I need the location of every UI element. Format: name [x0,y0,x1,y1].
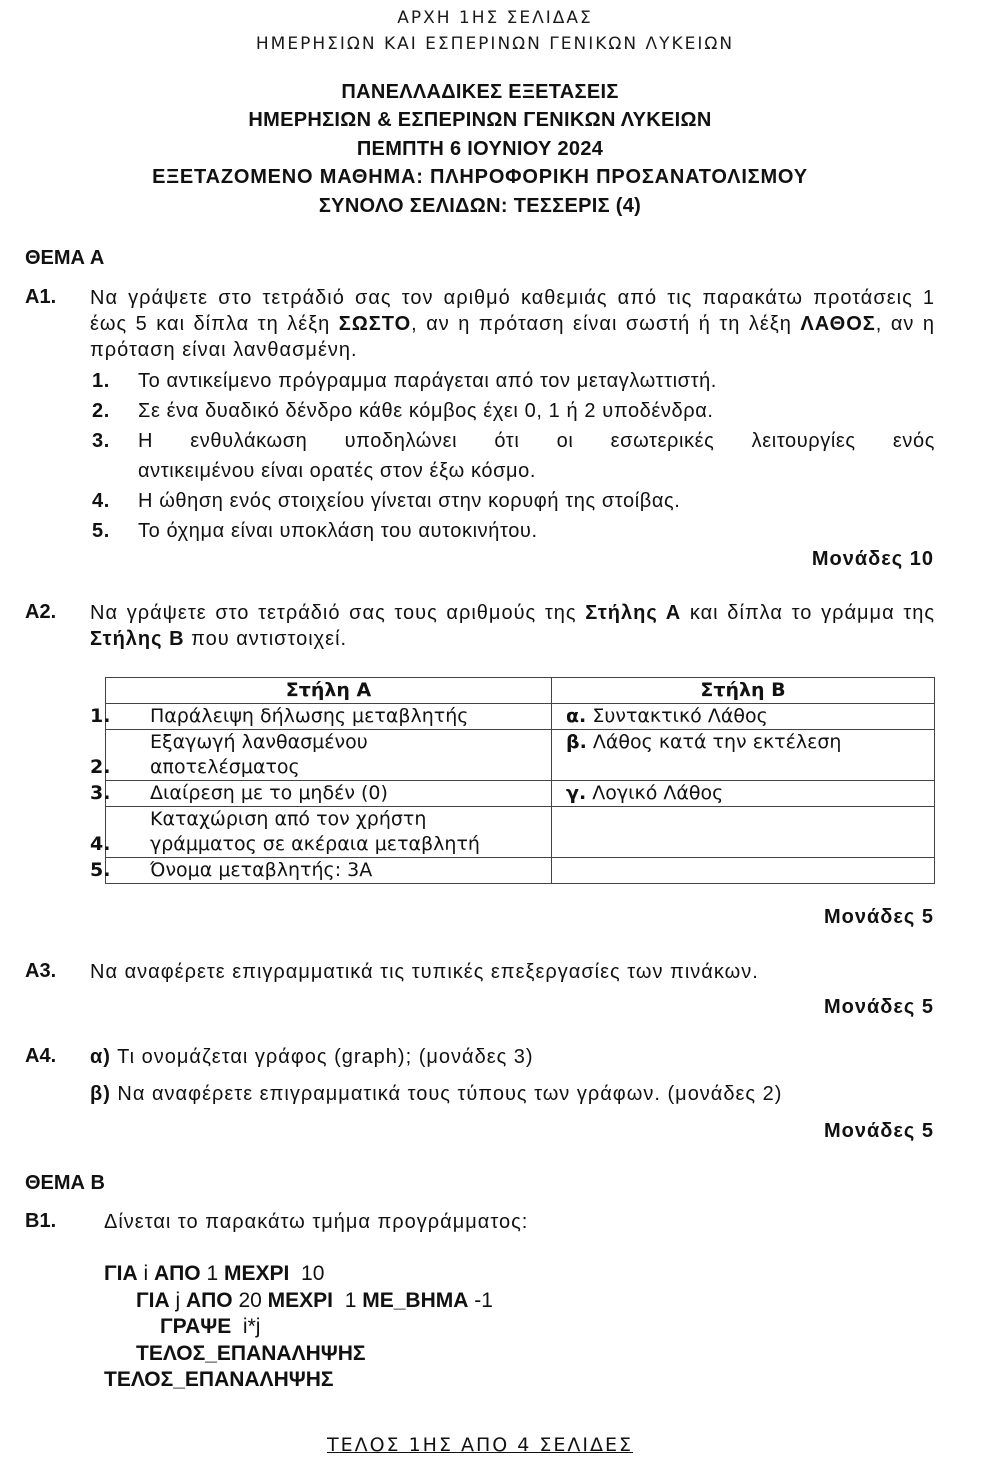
cell-text: Λάθος κατά την εκτέλεση [592,731,842,753]
page-start-label: ΑΡΧΗ 1ΗΣ ΣΕΛΙΔΑΣ [397,8,593,28]
exam-subject: ΕΞΕΤΑΖΟΜΕΝΟ ΜΑΘΗΜΑ: ΠΛΗΡΟΦΟΡΙΚΗ ΠΡΟΣΑΝΑΤΟΛΙΣΜΟΥ [152,166,808,188]
code-value: 1 [333,1289,363,1312]
page-footer: ΤΕΛΟΣ 1ΗΣ ΑΠΟ 4 ΣΕΛΙΔΕΣ [326,1434,634,1456]
column-b-cell [552,704,935,730]
code-keyword: ΜΕΧΡΙ [267,1289,334,1312]
prompt-text: που αντιστοιχεί. [184,628,348,650]
item-text: Η ώθηση ενός στοιχείου γίνεται στην κορυφή της στοίβας. [138,490,681,512]
table-row [106,807,935,858]
column-a-cell [90,730,552,781]
cell-text: Εξαγωγή λανθασμένου αποτελέσματος [150,731,368,778]
table-row [106,704,935,730]
list-item [92,486,935,516]
marks-a2: Μονάδες 5 [824,906,934,928]
column-a-cell [90,704,552,730]
table-header-row [106,678,935,704]
code-line [160,1313,260,1340]
question-a2-prompt [90,600,935,652]
theme-b-heading: ΘΕΜΑ Β [25,1172,105,1194]
column-b-cell [552,807,935,858]
list-item-continuation: αντικειμένου είναι ορατές στον έξω κόσμο. [138,460,537,482]
column-b-cell [552,781,935,807]
code-line [104,1260,324,1287]
keyword-true: ΣΩΣΤΟ [338,313,412,335]
list-item [92,426,935,456]
cell-text: Διαίρεση με το μηδέν (0) [150,782,388,804]
marks-a4: Μονάδες 5 [824,1120,934,1142]
row-number: 4. [90,833,111,855]
prompt-text: Να γράψετε στο τετράδιό σας τους αριθμούς της [90,602,586,624]
question-a2-label: Α2. [25,601,57,623]
code-value: -1 [468,1289,493,1312]
row-number: 2. [90,756,111,778]
code-keyword: ΑΠΟ [185,1289,233,1312]
code-keyword: ΓΡΑΨΕ [160,1315,232,1338]
question-b1-label: Β1. [25,1210,57,1232]
code-value: 20 [232,1289,268,1312]
code-value: j [169,1289,186,1312]
keyword-false: ΛΑΘΟΣ [800,313,876,335]
cell-text: Λογικό Λάθος [592,782,724,804]
column-a-cell [90,858,552,884]
item-number: 4. [92,490,110,512]
question-a1-prompt [90,285,935,363]
item-text: Σε ένα δυαδικό δένδρο κάθε κόμβος έχει 0, 1 ή 2 υποδένδρα. [138,400,714,422]
code-value: 10 [289,1262,325,1285]
code-line: ΤΕΛΟΣ_ΕΠΑΝΑΛΗΨΗΣ [136,1342,366,1365]
cell-text: Καταχώριση από τον χρήστη γράμματος σε ακέραια μεταβλητή [150,808,480,855]
cell-text: Όνομα μεταβλητής: 3Α [150,859,373,881]
item-number: 1. [92,370,110,392]
exam-title: ΠΑΝΕΛΛΑΔΙΚΕΣ ΕΞΕΤΑΣΕΙΣ [341,81,619,103]
table-row [106,730,935,781]
column-b-header: Στήλη Β [552,678,935,704]
list-item [92,396,935,426]
row-letter: β. [566,731,587,753]
item-number: 2. [92,400,110,422]
schools-label: ΗΜΕΡΗΣΙΩΝ ΚΑΙ ΕΣΠΕΡΙΝΩΝ ΓΕΝΙΚΩΝ ΛΥΚΕΙΩΝ [255,34,735,54]
column-a-ref: Στήλης Α [585,602,682,624]
table-row [106,858,935,884]
cell-text: Συντακτικό Λάθος [592,705,768,727]
row-number: 5. [90,859,111,881]
cell-text: Παράλειψη δήλωσης μεταβλητής [150,705,469,727]
row-number: 3. [90,782,111,804]
column-b-ref: Στήλης Β [90,628,185,650]
code-line [136,1287,493,1314]
item-text: Η ενθυλάκωση υποδηλώνει ότι οι εσωτερικές λειτουργίες ενός [138,430,935,452]
column-a-cell [90,781,552,807]
prompt-text: και δίπλα το γράμμα της [681,602,935,624]
column-b-cell [552,730,935,781]
part-b-label: β) [90,1083,111,1105]
question-a1-label: Α1. [25,286,57,308]
exam-schools: ΗΜΕΡΗΣΙΩΝ & ΕΣΠΕΡΙΝΩΝ ΓΕΝΙΚΩΝ ΛΥΚΕΙΩΝ [248,109,712,131]
marks-a1: Μονάδες 10 [811,548,934,570]
question-b1-prompt: Δίνεται το παρακάτω τμήμα προγράμματος: [104,1211,529,1233]
marks-a3: Μονάδες 5 [824,996,934,1018]
matching-table [90,677,935,884]
question-a4-part-b [90,1081,935,1107]
row-letter: γ. [566,782,587,804]
question-a3-label: Α3. [25,960,57,982]
row-number: 1. [90,705,111,727]
code-keyword: ΓΙΑ [136,1289,170,1312]
part-a-text: Τι ονομάζεται γράφος (graph); (μονάδες 3) [110,1046,534,1068]
prompt-text: , αν η πρόταση είναι σωστή ή τη λέξη [411,313,801,335]
question-a4-label: Α4. [25,1045,57,1067]
table-row [106,781,935,807]
item-text: Το αντικείμενο πρόγραμμα παράγεται από τον μεταγλωττιστή. [138,370,717,392]
item-text: Το όχημα είναι υποκλάση του αυτοκινήτου. [138,520,538,542]
code-keyword: ΑΠΟ [153,1262,201,1285]
theme-a-heading: ΘΕΜΑ Α [25,247,105,269]
column-a-header: Στήλη Α [106,678,552,704]
prompt-text: , αν η πρόταση είναι λανθασμένη. [90,313,936,361]
list-item [92,366,935,396]
code-line: ΤΕΛΟΣ_ΕΠΑΝΑΛΗΨΗΣ [104,1368,334,1391]
exam-page-count: ΣΥΝΟΛΟ ΣΕΛΙΔΩΝ: ΤΕΣΣΕΡΙΣ (4) [318,195,642,217]
code-value: i*j [231,1315,261,1338]
list-item [92,516,935,546]
item-number: 5. [92,520,110,542]
code-value: i [137,1262,154,1285]
prompt-text: Να γράψετε στο τετράδιό σας τον αριθμό καθεμιάς από τις παρακάτω προτάσεις 1 έως 5 και δίπλα τη λέξη [90,287,935,335]
code-value: 1 [200,1262,224,1285]
exam-date: ΠΕΜΠΤΗ 6 ΙΟΥΝΙΟΥ 2024 [356,138,604,160]
part-a-label: α) [90,1046,111,1068]
column-b-cell [552,858,935,884]
column-a-cell [90,807,552,858]
row-letter: α. [566,705,587,727]
part-b-text: Να αναφέρετε επιγραμματικά τους τύπους των γράφων. (μονάδες 2) [110,1083,783,1105]
code-keyword: ΓΙΑ [104,1262,138,1285]
code-keyword: ΜΕ_ΒΗΜΑ [362,1289,469,1312]
code-keyword: ΜΕΧΡΙ [224,1262,290,1285]
item-number: 3. [92,430,110,452]
question-a3-prompt: Να αναφέρετε επιγραμματικά τις τυπικές επεξεργασίες των πινάκων. [90,961,759,983]
question-a4-part-a [90,1044,935,1070]
